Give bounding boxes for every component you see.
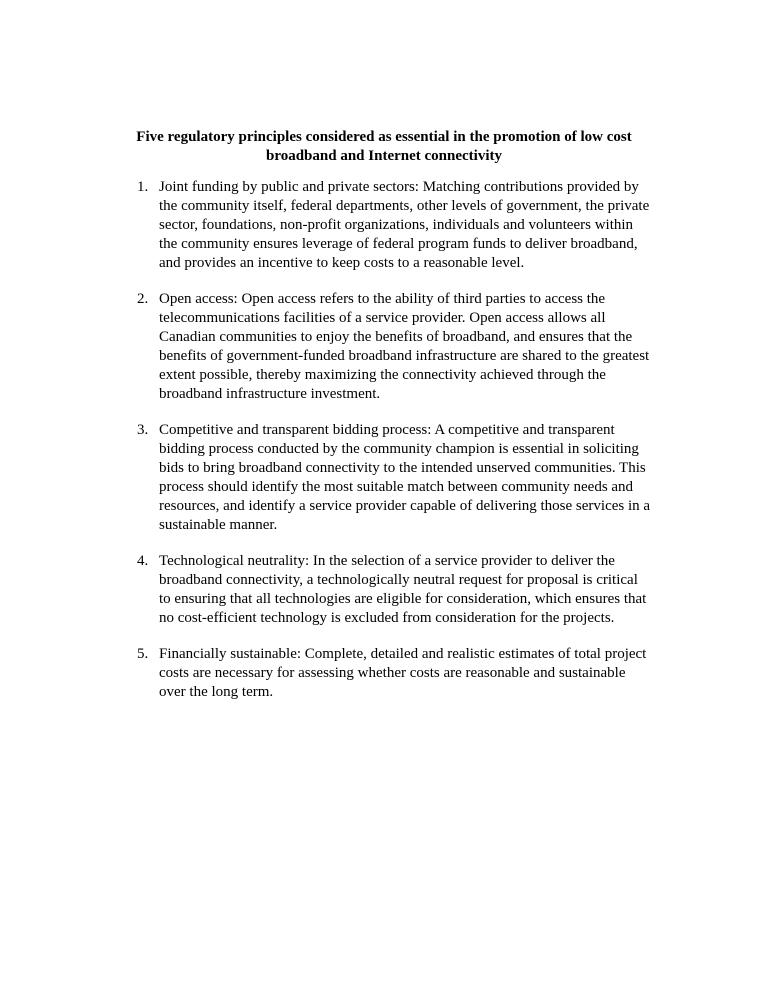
item-number: 5. bbox=[137, 646, 149, 662]
title-line-2: broadband and Internet connectivity bbox=[265, 148, 502, 164]
principle-item-1 bbox=[137, 178, 657, 273]
item-text-line: Open access: Open access refers to the ability of third parties to access the bbox=[159, 291, 606, 307]
document-title bbox=[120, 128, 648, 166]
item-text-line: Canadian communities to enjoy the benefits of broadband, and ensures that the bbox=[159, 329, 633, 345]
title-line-1: Five regulatory principles considered as essential in the promotion of low cost bbox=[136, 129, 632, 145]
item-text-line: costs are necessary for assessing whether costs are reasonable and sustainable bbox=[159, 665, 626, 681]
item-text-line: broadband infrastructure investment. bbox=[159, 386, 381, 402]
item-text-line: broadband connectivity, a technologically neutral request for proposal is critical bbox=[159, 572, 638, 588]
item-text-line: benefits of government-funded broadband infrastructure are shared to the greatest bbox=[159, 348, 650, 364]
principle-item-3 bbox=[137, 421, 657, 535]
item-text-line: and provides an incentive to keep costs to a reasonable level. bbox=[159, 255, 525, 271]
item-text-line: to ensuring that all technologies are eligible for consideration, which ensures that bbox=[159, 591, 647, 607]
item-text-line: process should identify the most suitable match between community needs and bbox=[159, 479, 634, 495]
item-text-line: Technological neutrality: In the selection of a service provider to deliver the bbox=[159, 553, 615, 569]
principle-item-5 bbox=[137, 645, 657, 702]
item-text-line: sustainable manner. bbox=[159, 517, 278, 533]
item-text-line: extent possible, thereby maximizing the connectivity achieved through the bbox=[159, 367, 606, 383]
item-text-line: Competitive and transparent bidding process: A competitive and transparent bbox=[159, 422, 615, 438]
item-text-line: the community itself, federal departments, other levels of government, the private bbox=[159, 198, 650, 214]
item-text-line: telecommunications facilities of a service provider. Open access allows all bbox=[159, 310, 606, 326]
item-text-line: over the long term. bbox=[159, 684, 274, 700]
item-text-line: bids to bring broadband connectivity to the intended unserved communities. This bbox=[159, 460, 646, 476]
item-number: 2. bbox=[137, 291, 149, 307]
principles-list bbox=[137, 178, 657, 719]
item-number: 4. bbox=[137, 553, 149, 569]
item-text-line: the community ensures leverage of federal program funds to deliver broadband, bbox=[159, 236, 638, 252]
item-text-line: resources, and identify a service provider capable of delivering those services in a bbox=[159, 498, 651, 514]
item-text-line: no cost-efficient technology is excluded from consideration for the projects. bbox=[159, 610, 615, 626]
item-text-line: sector, foundations, non-profit organizations, individuals and volunteers within bbox=[159, 217, 634, 233]
principle-item-2 bbox=[137, 290, 657, 404]
item-text-line: bidding process conducted by the community champion is essential in soliciting bbox=[159, 441, 639, 457]
item-text-line: Financially sustainable: Complete, detailed and realistic estimates of total project bbox=[159, 646, 647, 662]
item-number: 1. bbox=[137, 179, 149, 195]
item-number: 3. bbox=[137, 422, 149, 438]
item-text-line: Joint funding by public and private sectors: Matching contributions provided by bbox=[159, 179, 639, 195]
principle-item-4 bbox=[137, 552, 657, 628]
